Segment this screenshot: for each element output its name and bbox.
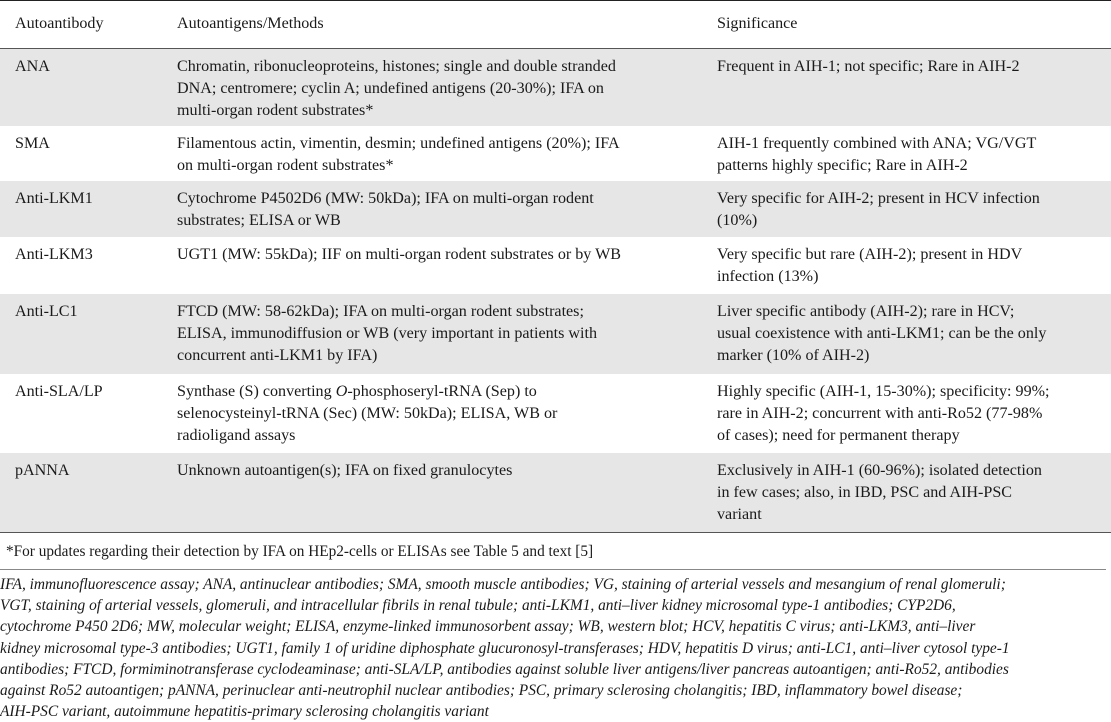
cell-methods <box>162 453 702 532</box>
cell-methods <box>162 237 702 294</box>
abbreviation-line: IFA, immunofluorescence assay; ANA, antinuclear antibodies; SMA, smooth muscle antibodies; VG, staining of arterial vessels and mesangium of renal glomeruli; <box>0 576 1006 593</box>
significance-line: of cases); need for permanent therapy <box>717 427 960 444</box>
cell-significance <box>702 453 1111 532</box>
cell-significance <box>702 237 1111 294</box>
significance-line: usual coexistence with anti-LKM1; can be the only <box>717 325 1047 342</box>
table-footnote: *For updates regarding their detection by IFA on HEp2-cells or ELISAs see Table 5 and text [5] <box>6 543 594 560</box>
significance-line: Very specific for AIH-2; present in HCV infection <box>717 190 1040 207</box>
abbreviation-line: cytochrome P450 2D6; MW, molecular weight; ELISA, enzyme-linked immunosorbent assay; WB, western blot; HCV, hepatitis C virus; anti-LKM3, anti–liver <box>0 618 976 636</box>
significance-line: in few cases; also, in IBD, PSC and AIH-PSC <box>717 484 1013 501</box>
methods-line: Filamentous actin, vimentin, desmin; undefined antigens (20%); IFA <box>177 135 620 152</box>
methods-line: DNA; centromere; cyclin A; undefined antigens (20-30%); IFA on <box>177 80 604 97</box>
cell-autoantibody: ANA <box>15 58 50 75</box>
methods-line: ELISA, immunodiffusion or WB (very important in patients with <box>177 325 598 342</box>
cell-methods <box>162 374 702 453</box>
cell-autoantibody: Anti-LKM3 <box>15 246 93 263</box>
significance-line: patterns highly specific; Rare in AIH-2 <box>717 157 968 174</box>
methods-line: radioligand assays <box>177 427 296 444</box>
header-autoantigens-methods: Autoantigens/Methods <box>177 14 324 32</box>
significance-line: AIH-1 frequently combined with ANA; VG/VGT <box>717 135 1037 152</box>
cell-autoantibody: SMA <box>15 135 50 152</box>
cell-autoantibody: pANNA <box>15 462 70 479</box>
cell-significance <box>702 181 1111 237</box>
significance-line: Exclusively in AIH-1 (60-96%); isolated detection <box>717 462 1042 479</box>
table-row-anti-lkm3 <box>0 237 1111 294</box>
cell-autoantibody: Anti-LC1 <box>15 303 78 320</box>
cell-significance <box>702 49 1111 127</box>
table-row-ana <box>0 49 1111 127</box>
abbreviation-line: antibodies; FTCD, formiminotransferase cyclodeaminase; anti-SLA/LP, antibodies against soluble liver antigens/liver pancreas autoantigen; anti-Ro52, antibodies <box>0 660 1009 678</box>
methods-line: selenocysteinyl-tRNA (Sec) (MW: 50kDa); ELISA, WB or <box>177 405 558 422</box>
table-row-panna <box>0 453 1111 532</box>
methods-line: multi-organ rodent substrates* <box>177 102 374 119</box>
cell-methods <box>162 294 702 374</box>
methods-line: FTCD (MW: 58-62kDa); IFA on multi-organ rodent substrates; <box>177 303 584 320</box>
methods-line: Cytochrome P4502D6 (MW: 50kDa); IFA on multi-organ rodent <box>177 190 594 207</box>
cell-significance <box>702 126 1111 181</box>
cell-significance <box>702 374 1111 453</box>
table-row-anti-lc1 <box>0 294 1111 374</box>
cell-significance <box>702 294 1111 374</box>
table-row-sma <box>0 126 1111 181</box>
table-row-anti-lkm1 <box>0 181 1111 237</box>
significance-line: Highly specific (AIH-1, 15-30%); specificity: 99%; <box>717 383 1050 400</box>
significance-line: Frequent in AIH-1; not specific; Rare in AIH-2 <box>717 58 1020 75</box>
abbreviation-line: kidney microsomal type-3 antibodies; UGT1, family 1 of uridine diphosphate glucuronosyl-transferases; HDV, hepatitis D virus; anti-LC1, anti–liver cytosol type-1 <box>0 639 1010 657</box>
methods-line: Chromatin, ribonucleoproteins, histones; single and double stranded <box>177 58 616 75</box>
methods-line: UGT1 (MW: 55kDa); IIF on multi-organ rodent substrates or by WB <box>177 246 622 263</box>
methods-text-pre: Synthase (S) converting <box>177 383 336 400</box>
cell-methods <box>162 49 702 127</box>
significance-line: Very specific but rare (AIH-2); present in HDV <box>717 246 1023 263</box>
significance-line: variant <box>717 506 762 523</box>
cell-autoantibody: Anti-LKM1 <box>15 190 93 207</box>
methods-line: on multi-organ rodent substrates* <box>177 157 394 174</box>
table-header-row <box>0 1 1111 49</box>
abbreviation-line: AIH-PSC variant, autoimmune hepatitis-primary sclerosing cholangitis variant <box>0 703 489 721</box>
significance-line: rare in AIH-2; concurrent with anti-Ro52 (77-98% <box>717 405 1043 422</box>
methods-text-post: -phosphoseryl-tRNA (Sep) to <box>347 383 537 400</box>
cell-methods <box>162 181 702 237</box>
methods-line: substrates; ELISA or WB <box>177 212 341 229</box>
abbreviation-line: against Ro52 autoantigen; pANNA, perinuclear anti-neutrophil nuclear antibodies; PSC, primary sclerosing cholangitis; IBD, inflammatory bowel disease; <box>0 682 963 700</box>
significance-line: marker (10% of AIH-2) <box>717 347 870 364</box>
header-autoantibody: Autoantibody <box>15 14 104 32</box>
methods-line: concurrent anti-LKM1 by IFA) <box>177 347 378 364</box>
cell-methods <box>162 126 702 181</box>
methods-line: Unknown autoantigen(s); IFA on fixed granulocytes <box>177 462 513 479</box>
cell-autoantibody: Anti-SLA/LP <box>15 383 103 400</box>
significance-line: (10%) <box>717 212 758 229</box>
abbreviation-line: VGT, staining of arterial vessels, glomeruli, and intracellular fibrils in renal tubule; anti-LKM1, anti–liver kidney microsomal type-1 antibodies; CYP2D6, <box>0 597 956 615</box>
significance-line: Liver specific antibody (AIH-2); rare in HCV; <box>717 303 1015 320</box>
abbreviations-block <box>0 569 1106 722</box>
header-significance: Significance <box>717 14 798 32</box>
significance-line: infection (13%) <box>717 268 819 285</box>
methods-italic-o: O <box>335 383 348 400</box>
table-row-anti-sla-lp <box>0 374 1111 453</box>
